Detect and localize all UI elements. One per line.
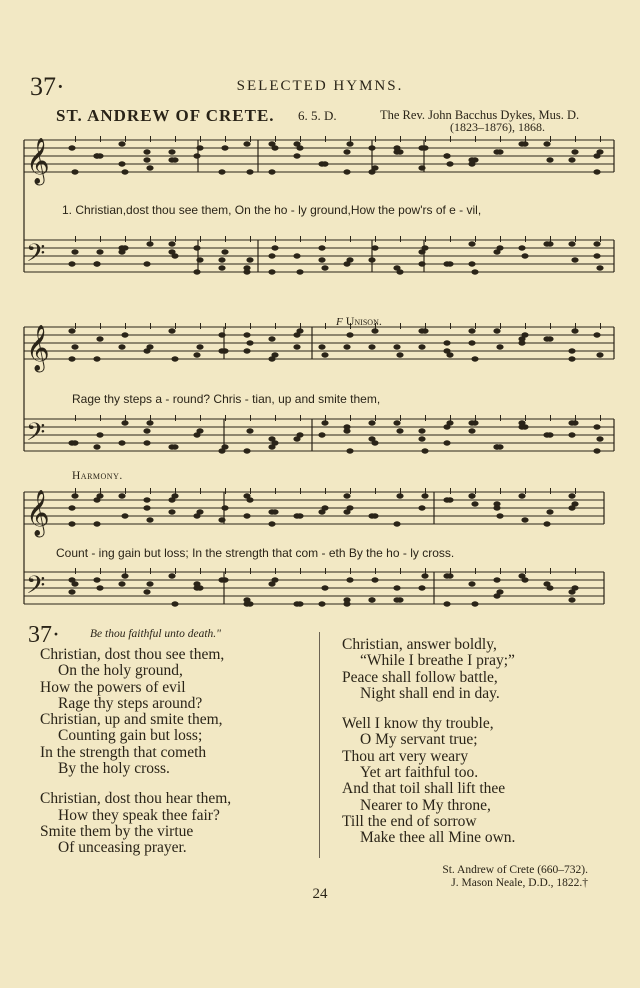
note-head xyxy=(521,141,528,146)
note-head xyxy=(418,328,425,333)
note-head xyxy=(118,161,125,166)
note-head xyxy=(343,493,350,498)
note-head xyxy=(471,356,478,361)
note-head xyxy=(443,424,450,429)
note-head xyxy=(568,432,575,437)
note-head xyxy=(68,356,75,361)
note-head xyxy=(196,344,203,349)
note-head xyxy=(146,165,153,170)
note-head xyxy=(343,149,350,154)
note-head xyxy=(471,420,478,425)
note-head xyxy=(143,261,150,266)
note-head xyxy=(496,149,503,154)
column-divider xyxy=(319,632,320,858)
note-head xyxy=(418,428,425,433)
note-head xyxy=(118,493,125,498)
verse-line: Nearer to My throne, xyxy=(360,796,491,814)
note-head xyxy=(518,245,525,250)
verse-line: Yet art faithful too. xyxy=(360,764,479,782)
composer-dates: (1823–1876), 1868. xyxy=(450,120,545,134)
note-head xyxy=(393,585,400,590)
note-head xyxy=(296,432,303,437)
note-head xyxy=(296,601,303,606)
note-head xyxy=(518,340,525,345)
attribution-author: St. Andrew of Crete (660–732). xyxy=(442,864,588,876)
note-head xyxy=(346,448,353,453)
note-head xyxy=(321,505,328,510)
note-head xyxy=(346,141,353,146)
note-head xyxy=(296,269,303,274)
note-head xyxy=(418,436,425,441)
note-head xyxy=(546,585,553,590)
note-head xyxy=(293,253,300,258)
note-head xyxy=(321,161,328,166)
note-head xyxy=(321,420,328,425)
note-head xyxy=(468,581,475,586)
verse-line: On the holy ground, xyxy=(58,662,183,680)
note-head xyxy=(371,165,378,170)
note-head xyxy=(121,513,128,518)
note-head xyxy=(368,597,375,602)
note-head xyxy=(371,577,378,582)
note-head xyxy=(368,145,375,150)
verse-line: In the strength that cometh xyxy=(40,743,207,761)
note-head xyxy=(346,505,353,510)
hymn-number: 37· xyxy=(28,622,60,648)
note-head xyxy=(243,513,250,518)
note-head xyxy=(446,497,453,502)
note-head xyxy=(393,521,400,526)
note-head xyxy=(418,165,425,170)
note-head xyxy=(596,436,603,441)
note-head xyxy=(293,344,300,349)
poem-left-column xyxy=(40,647,231,857)
note-head xyxy=(96,249,103,254)
note-head xyxy=(318,344,325,349)
note-head xyxy=(246,169,253,174)
note-head xyxy=(443,601,450,606)
treble-clef-icon: 𝄞 xyxy=(26,490,50,536)
note-head xyxy=(196,257,203,262)
note-head xyxy=(393,420,400,425)
note-head xyxy=(221,444,228,449)
epigraph: Be thou faithful unto death." xyxy=(90,628,221,640)
note-head xyxy=(218,169,225,174)
verse-line: Christian, up and smite them, xyxy=(40,711,223,729)
note-head xyxy=(143,428,150,433)
note-head xyxy=(271,145,278,150)
note-head xyxy=(446,161,453,166)
note-head xyxy=(346,332,353,337)
note-head xyxy=(96,432,103,437)
note-head xyxy=(246,257,253,262)
hymn-number-top: 37· xyxy=(30,72,65,101)
note-head xyxy=(243,448,250,453)
note-head xyxy=(118,249,125,254)
note-head xyxy=(268,169,275,174)
note-head xyxy=(121,420,128,425)
note-head xyxy=(318,432,325,437)
note-head xyxy=(293,153,300,158)
note-head xyxy=(118,581,125,586)
note-head xyxy=(68,328,75,333)
note-head xyxy=(193,245,200,250)
note-head xyxy=(171,157,178,162)
note-head xyxy=(468,328,475,333)
note-head xyxy=(571,585,578,590)
note-head xyxy=(193,269,200,274)
note-head xyxy=(443,340,450,345)
note-head xyxy=(571,257,578,262)
note-head xyxy=(68,589,75,594)
note-head xyxy=(371,513,378,518)
note-head xyxy=(271,577,278,582)
note-head xyxy=(343,601,350,606)
note-head xyxy=(146,581,153,586)
lyrics-line-2: Rage thy steps a - round? Chris - tian, up and smite them, xyxy=(72,392,381,406)
verse-line: Christian, dost thou hear them, xyxy=(40,790,232,808)
note-head xyxy=(496,344,503,349)
note-head xyxy=(443,153,450,158)
note-head xyxy=(71,581,78,586)
note-head xyxy=(343,424,350,429)
composer: The Rev. John Bacchus Dykes, Mus. D. xyxy=(380,108,580,122)
verse-line: Well I know thy trouble, xyxy=(342,715,494,733)
note-head xyxy=(221,577,228,582)
note-head xyxy=(393,344,400,349)
note-head xyxy=(396,428,403,433)
note-head xyxy=(321,265,328,270)
attribution-translator: J. Mason Neale, D.D., 1822.† xyxy=(451,877,588,889)
note-head xyxy=(546,336,553,341)
verse-line: Christian, answer boldly, xyxy=(342,636,497,653)
note-head xyxy=(271,509,278,514)
verse-line: O My servant true; xyxy=(360,731,478,749)
note-head xyxy=(471,269,478,274)
unison-label: Unison. xyxy=(345,314,382,328)
note-head xyxy=(593,241,600,246)
note-head xyxy=(268,253,275,258)
note-head xyxy=(118,344,125,349)
note-head xyxy=(546,157,553,162)
note-head xyxy=(446,573,453,578)
note-head xyxy=(143,505,150,510)
note-head xyxy=(218,348,225,353)
note-head xyxy=(96,336,103,341)
note-head xyxy=(393,597,400,602)
note-head xyxy=(143,149,150,154)
note-head xyxy=(543,521,550,526)
note-head xyxy=(371,245,378,250)
treble-clef-icon: 𝄞 xyxy=(26,325,50,371)
note-head xyxy=(271,352,278,357)
note-head xyxy=(296,145,303,150)
note-head xyxy=(418,344,425,349)
verse-line xyxy=(342,702,515,716)
note-head xyxy=(196,145,203,150)
note-head xyxy=(296,513,303,518)
verse-line xyxy=(40,777,231,791)
note-head xyxy=(243,348,250,353)
verse-line: Christian, dost thou see them, xyxy=(40,646,225,663)
verse-line: Rage thy steps around? xyxy=(58,694,203,712)
clefs xyxy=(26,138,50,606)
poem-right-column xyxy=(342,637,515,847)
unison-marking xyxy=(336,313,382,330)
note-head xyxy=(343,169,350,174)
note-head xyxy=(521,577,528,582)
note-head xyxy=(496,245,503,250)
note-head xyxy=(571,328,578,333)
note-head xyxy=(268,521,275,526)
note-head xyxy=(93,577,100,582)
note-head xyxy=(68,505,75,510)
note-head xyxy=(218,257,225,262)
note-head xyxy=(143,440,150,445)
note-head xyxy=(393,145,400,150)
note-head xyxy=(421,493,428,498)
note-head xyxy=(471,601,478,606)
note-head xyxy=(168,149,175,154)
bass-clef-icon: 𝄢 xyxy=(26,239,46,274)
verse-line: By the holy cross. xyxy=(58,760,170,778)
note-head xyxy=(568,348,575,353)
note-head xyxy=(168,249,175,254)
note-head xyxy=(243,269,250,274)
note-head xyxy=(93,153,100,158)
note-head xyxy=(443,440,450,445)
note-head xyxy=(168,328,175,333)
note-head xyxy=(71,493,78,498)
note-head xyxy=(493,444,500,449)
note-head xyxy=(118,141,125,146)
verse-line: Of unceasing prayer. xyxy=(58,839,187,857)
note-head xyxy=(321,352,328,357)
note-head xyxy=(543,141,550,146)
note-head xyxy=(396,493,403,498)
note-head xyxy=(493,577,500,582)
note-head xyxy=(218,517,225,522)
forte-dynamic: f xyxy=(336,313,343,329)
note-head xyxy=(168,573,175,578)
note-head xyxy=(596,352,603,357)
note-head xyxy=(121,332,128,337)
note-head xyxy=(218,265,225,270)
verse-line: Thou art very weary xyxy=(342,747,469,765)
note-head xyxy=(71,344,78,349)
note-head xyxy=(418,585,425,590)
note-head xyxy=(471,501,478,506)
note-head xyxy=(568,356,575,361)
note-head xyxy=(421,145,428,150)
note-head xyxy=(418,249,425,254)
note-head xyxy=(593,253,600,258)
note-head xyxy=(71,440,78,445)
running-head: SELECTED HYMNS. xyxy=(236,78,404,94)
harmony-label: Harmony. xyxy=(72,470,123,482)
verse-line: Peace shall follow battle, xyxy=(342,668,498,686)
note-head xyxy=(568,241,575,246)
note-head xyxy=(468,261,475,266)
note-head xyxy=(221,249,228,254)
verse-line: Till the end of sorrow xyxy=(342,812,477,830)
note-head xyxy=(421,573,428,578)
note-head xyxy=(468,241,475,246)
note-head xyxy=(193,585,200,590)
note-head xyxy=(243,597,250,602)
verse-line: And that toil shall lift thee xyxy=(342,780,506,798)
note-head xyxy=(346,577,353,582)
note-head xyxy=(518,424,525,429)
note-head xyxy=(546,241,553,246)
bass-clef-icon: 𝄢 xyxy=(26,418,46,453)
note-head xyxy=(343,344,350,349)
note-head xyxy=(196,509,203,514)
lyrics-line-3: Count - ing gain but loss; In the strength that com - eth By the ho - ly cross. xyxy=(56,546,455,560)
note-head xyxy=(143,497,150,502)
note-head xyxy=(518,493,525,498)
note-head xyxy=(168,241,175,246)
note-head xyxy=(146,344,153,349)
note-head xyxy=(196,428,203,433)
note-head xyxy=(93,356,100,361)
note-head xyxy=(293,332,300,337)
verse-line: How they speak thee fair? xyxy=(58,806,220,824)
note-head xyxy=(268,436,275,441)
note-head xyxy=(93,444,100,449)
note-head xyxy=(171,356,178,361)
bass-clef-icon: 𝄢 xyxy=(26,571,46,606)
note-head xyxy=(568,597,575,602)
note-head xyxy=(96,493,103,498)
note-head xyxy=(496,589,503,594)
note-head xyxy=(521,253,528,258)
note-head xyxy=(468,493,475,498)
note-head xyxy=(68,261,75,266)
note-head xyxy=(468,340,475,345)
note-head xyxy=(571,149,578,154)
note-head xyxy=(218,332,225,337)
note-head xyxy=(321,585,328,590)
note-head xyxy=(468,157,475,162)
note-head xyxy=(171,444,178,449)
note-head xyxy=(121,169,128,174)
note-head xyxy=(568,420,575,425)
note-head xyxy=(271,245,278,250)
note-head xyxy=(68,145,75,150)
note-head xyxy=(246,428,253,433)
note-head xyxy=(396,269,403,274)
note-head xyxy=(568,157,575,162)
note-head xyxy=(143,157,150,162)
note-head xyxy=(96,585,103,590)
note-head xyxy=(143,589,150,594)
note-head xyxy=(318,601,325,606)
page-number: 24 xyxy=(312,886,328,902)
verse-line: Smite them by the virtue xyxy=(40,822,194,840)
note-head xyxy=(168,497,175,502)
note-head xyxy=(593,153,600,158)
treble-clef-icon: 𝄞 xyxy=(26,138,50,184)
note-head xyxy=(243,332,250,337)
note-head xyxy=(568,493,575,498)
note-head xyxy=(71,249,78,254)
note-head xyxy=(221,145,228,150)
note-head xyxy=(71,169,78,174)
note-head xyxy=(268,269,275,274)
note-head xyxy=(121,573,128,578)
note-head xyxy=(368,344,375,349)
note-head xyxy=(571,501,578,506)
verse-line: Night shall end in day. xyxy=(360,684,500,702)
note-head xyxy=(243,141,250,146)
note-head xyxy=(446,352,453,357)
note-head xyxy=(368,257,375,262)
note-head xyxy=(346,257,353,262)
note-head xyxy=(546,509,553,514)
note-head xyxy=(371,440,378,445)
note-head xyxy=(268,336,275,341)
note-head xyxy=(468,428,475,433)
note-head xyxy=(493,501,500,506)
tune-name: ST. ANDREW OF CRETE. xyxy=(56,106,275,125)
note-head xyxy=(521,332,528,337)
note-head xyxy=(68,521,75,526)
note-head xyxy=(418,505,425,510)
note-head xyxy=(493,328,500,333)
note-head xyxy=(496,513,503,518)
note-head xyxy=(593,424,600,429)
note-head xyxy=(193,352,200,357)
note-head xyxy=(318,257,325,262)
meter: 6. 5. D. xyxy=(298,108,337,123)
lyrics-line-1: 1. Christian,dost thou see them, On the ho - ly ground,How the pow'rs of e - vil, xyxy=(62,203,482,217)
note-head xyxy=(368,420,375,425)
note-head xyxy=(596,265,603,270)
note-head xyxy=(221,505,228,510)
note-head xyxy=(171,601,178,606)
note-head xyxy=(546,432,553,437)
verse-line: “While I breathe I pray;” xyxy=(360,652,515,670)
verse-line: Counting gain but loss; xyxy=(58,727,203,745)
note-head xyxy=(593,448,600,453)
note-head xyxy=(446,261,453,266)
verse-line: How the powers of evil xyxy=(40,678,186,696)
note-head xyxy=(593,332,600,337)
note-head xyxy=(318,245,325,250)
note-head xyxy=(93,261,100,266)
note-head xyxy=(521,517,528,522)
note-head xyxy=(418,261,425,266)
note-head xyxy=(421,448,428,453)
note-head xyxy=(146,420,153,425)
verse-line: Make thee all Mine own. xyxy=(360,829,516,847)
note-head xyxy=(146,241,153,246)
note-head xyxy=(246,340,253,345)
note-head xyxy=(93,521,100,526)
note-head xyxy=(168,509,175,514)
note-head xyxy=(146,517,153,522)
note-head xyxy=(193,153,200,158)
note-head xyxy=(118,440,125,445)
note-head xyxy=(246,497,253,502)
note-head xyxy=(396,352,403,357)
note-head xyxy=(593,169,600,174)
